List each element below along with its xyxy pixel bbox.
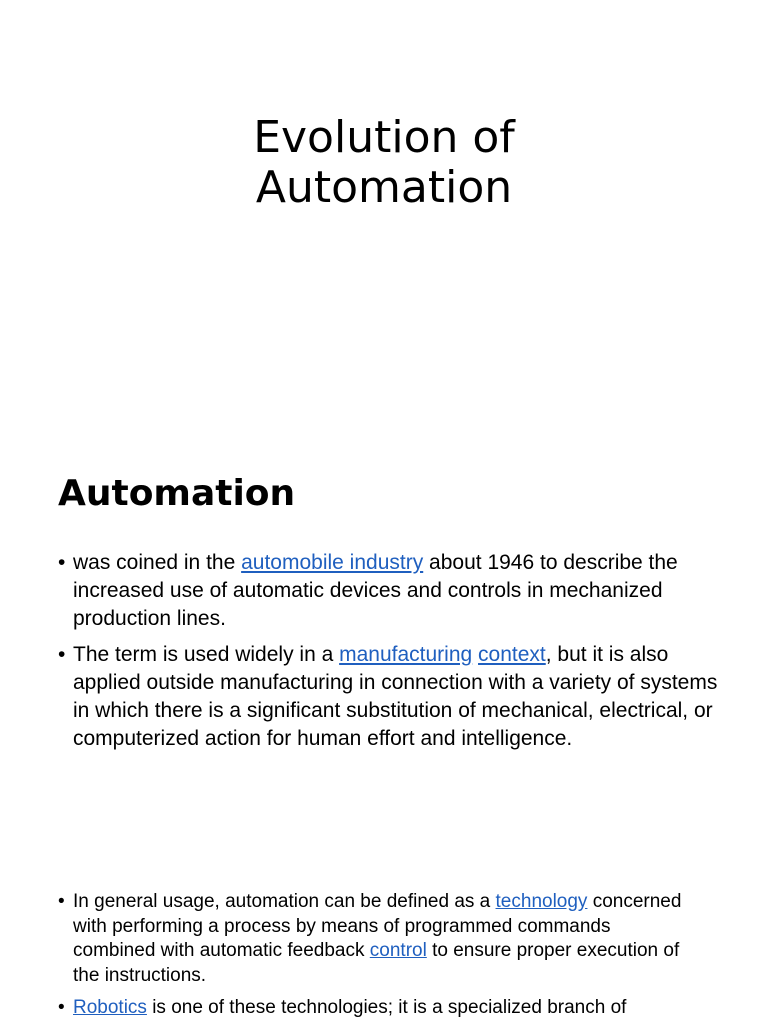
bullet-item xyxy=(58,549,718,633)
bullet-text: In general usage, automation can be defined as a xyxy=(73,891,496,912)
bullet-item xyxy=(58,641,718,753)
bullet-text: is one of these technologies; it is a specialized branch of xyxy=(146,997,627,1018)
bullet-list xyxy=(58,549,718,761)
manufacturing-link[interactable]: manufacturing xyxy=(339,643,473,666)
slide-title xyxy=(0,113,768,213)
title-line-2: Automation xyxy=(255,162,513,213)
technology-link[interactable]: technology xyxy=(495,891,588,912)
slide-heading: Automation xyxy=(58,473,296,514)
context-link[interactable]: context xyxy=(478,643,546,666)
bullet-text: was coined in the xyxy=(73,551,242,574)
robotics-link[interactable]: Robotics xyxy=(73,997,147,1018)
bullet-item xyxy=(58,996,698,1021)
bullet-text: , but it is also applied outside manufacturing in connection with a variety of systems in which there is a significant substitution of mechanical, electrical, or computerized action for human effort and intelligence. xyxy=(73,643,718,750)
control-link[interactable]: control xyxy=(369,940,427,961)
bullet-item xyxy=(58,890,698,988)
bullet-text: concerned with performing a process by means of programmed commands combined with automatic feedback xyxy=(73,891,682,961)
bullet-text: The term is used widely in a xyxy=(73,643,340,666)
automation-slide xyxy=(0,432,768,864)
title-slide xyxy=(0,0,768,432)
title-line-1: Evolution of xyxy=(253,112,515,163)
bullet-list xyxy=(58,890,698,1024)
automobile-industry-link[interactable]: automobile industry xyxy=(241,551,424,574)
bullet-text: about 1946 to describe the increased use of automatic devices and controls in mechanized production lines. xyxy=(73,551,678,630)
definition-slide xyxy=(0,864,768,1024)
bullet-text: to ensure proper execution of the instructions. xyxy=(73,940,680,986)
